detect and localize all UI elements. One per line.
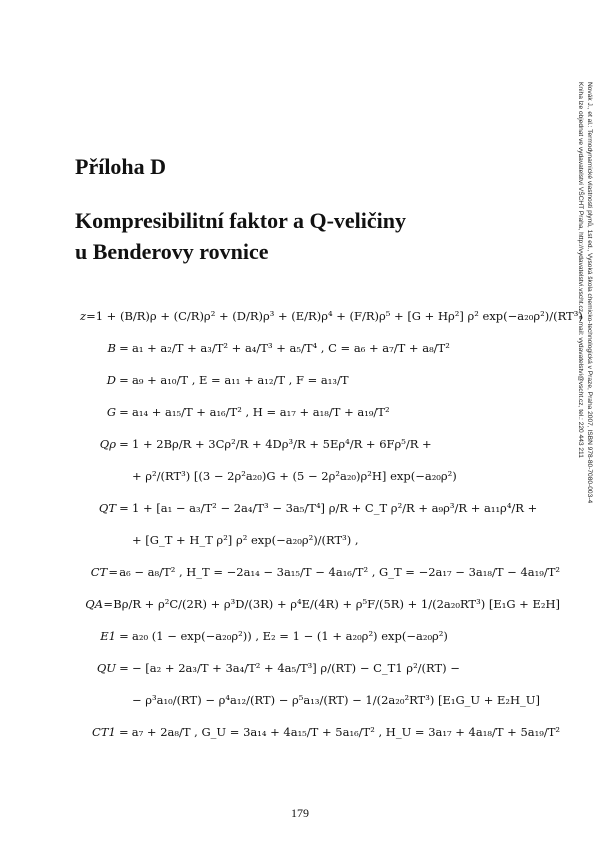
equation-row (80, 652, 560, 684)
equation-rhs: a₇ + 2a₈/T , G_U = 3a₁₄ + 4a₁₅/T + 5a₁₆/T² , H_U = 3a₁₇ + 4a₁₈/T + 5a₁₉/T² (131, 725, 560, 739)
equals-sign: = (119, 437, 129, 451)
equation-lhs: QU (96, 661, 116, 675)
equals-sign: = (108, 565, 119, 579)
equation-row (80, 332, 560, 364)
equation-rhs: − [a₂ + 2a₃/T + 3a₄/T² + 4a₅/T³] ρ/(RT) − C_T1 ρ²/(RT) − (132, 661, 460, 675)
chapter-title-line-2: u Benderovy rovnice (75, 239, 269, 264)
equation-lhs: G (106, 405, 116, 419)
equation-row (80, 716, 560, 748)
equation-row (80, 588, 560, 620)
equation-row (80, 428, 560, 460)
equation-lhs: QA (85, 597, 104, 611)
equation-rhs: 1 + [a₁ − a₃/T² − 2a₄/T³ − 3a₅/T⁴] ρ/R + C_T ρ²/R + a₉ρ³/R + a₁₁ρ⁴/R + (132, 501, 538, 515)
page-number: 179 (291, 806, 309, 820)
equation-lhs: B (107, 341, 116, 355)
equation-row (80, 460, 560, 492)
equation-rhs: a₉ + a₁₀/T , E = a₁₁ + a₁₂/T , F = a₁₃/T (132, 373, 349, 387)
equation-rhs: + [G_T + H_T ρ²] ρ² exp(−a₂₀ρ²)/(RT³) , (132, 533, 359, 547)
equation-row (80, 396, 560, 428)
equals-sign: = (119, 341, 129, 355)
equation-rhs: a₁₄ + a₁₅/T + a₁₆/T² , H = a₁₇ + a₁₈/T + a₁₉/T² (132, 405, 390, 419)
equation-lhs: z (80, 309, 87, 323)
chapter-title-line-1: Kompresibilitní faktor a Q-veličiny (75, 208, 407, 233)
equals-sign: = (119, 373, 129, 387)
equation-row (80, 620, 560, 652)
equals-sign: = (119, 629, 129, 643)
equation-rhs: + ρ²/(RT³) [(3 − 2ρ²a₂₀)G + (5 − 2ρ²a₂₀)ρ²H] exp(−a₂₀ρ²) (132, 469, 457, 483)
equation-rhs: − ρ³a₁₀/(RT) − ρ⁴a₁₂/(RT) − ρ⁵a₁₃/(RT) − 1/(2a₂₀²RT³) [E₁G_U + E₂H_U] (132, 693, 540, 707)
equation-rhs: a₆ − a₈/T² , H_T = −2a₁₄ − 3a₁₅/T − 4a₁₆/T² , G_T = −2a₁₇ − 3a₁₈/T − 4a₁₉/T² (119, 565, 560, 579)
equals-sign: = (119, 501, 129, 515)
equation-lhs: CT (90, 565, 108, 579)
equals-sign: = (86, 309, 96, 323)
equals-sign: = (103, 597, 113, 611)
equation-rhs: 1 + (B/R)ρ + (C/R)ρ² + (D/R)ρ³ + (E/R)ρ⁴ + (F/R)ρ⁵ + [G + Hρ²] ρ² exp(−a₂₀ρ²)/(RT³) (95, 309, 583, 323)
side-note-line-2: Kniha lze objednat ve vydavatelství VŠCHT Praha, http://vydavatelstvi.vscht.cz, e-mail: vydavatelstvi@vscht.cz, tel.: 220 443 211 (577, 82, 584, 458)
copyright-side-note (574, 82, 600, 602)
equation-row (80, 300, 583, 332)
equation-lhs: CT1 (92, 725, 116, 739)
equation-row (80, 524, 560, 556)
equation-rhs: a₂₀ (1 − exp(−a₂₀ρ²)) , E₂ = 1 − (1 + a₂₀ρ²) exp(−a₂₀ρ²) (132, 629, 448, 643)
equation-rhs: Bρ/R + ρ²C/(2R) + ρ³D/(3R) + ρ⁴E/(4R) + ρ⁵F/(5R) + 1/(2a₂₀RT³) [E₁G + E₂H] (113, 597, 560, 611)
equation-lhs: E1 (100, 629, 116, 643)
equals-sign: = (118, 725, 129, 739)
equals-sign: = (119, 661, 129, 675)
appendix-heading: Příloha D (75, 154, 167, 179)
equation-lhs: Qρ (99, 437, 116, 451)
equation-rhs: a₁ + a₂/T + a₃/T² + a₄/T³ + a₅/T⁴ , C = a₆ + a₇/T + a₈/T² (132, 341, 450, 355)
equation-rhs: 1 + 2Bρ/R + 3Cρ²/R + 4Dρ³/R + 5Eρ⁴/R + 6Fρ⁵/R + (132, 437, 432, 451)
equation-lhs: D (106, 373, 116, 387)
chapter-title (75, 205, 406, 267)
side-note-line-1: Novák J., et al.: Termodynamické vlastnosti plynů, 1st ed., Vysoká škola chemicko-technologická v Praze, Praha 2007, ISBN 978-80-7080-003-4 (586, 82, 593, 504)
equation-row (80, 556, 560, 588)
equation-row (80, 684, 560, 716)
equals-sign: = (119, 405, 129, 419)
equation-block (80, 300, 583, 748)
equation-row (80, 492, 560, 524)
equation-lhs: QT (98, 501, 116, 515)
equation-row (80, 364, 560, 396)
